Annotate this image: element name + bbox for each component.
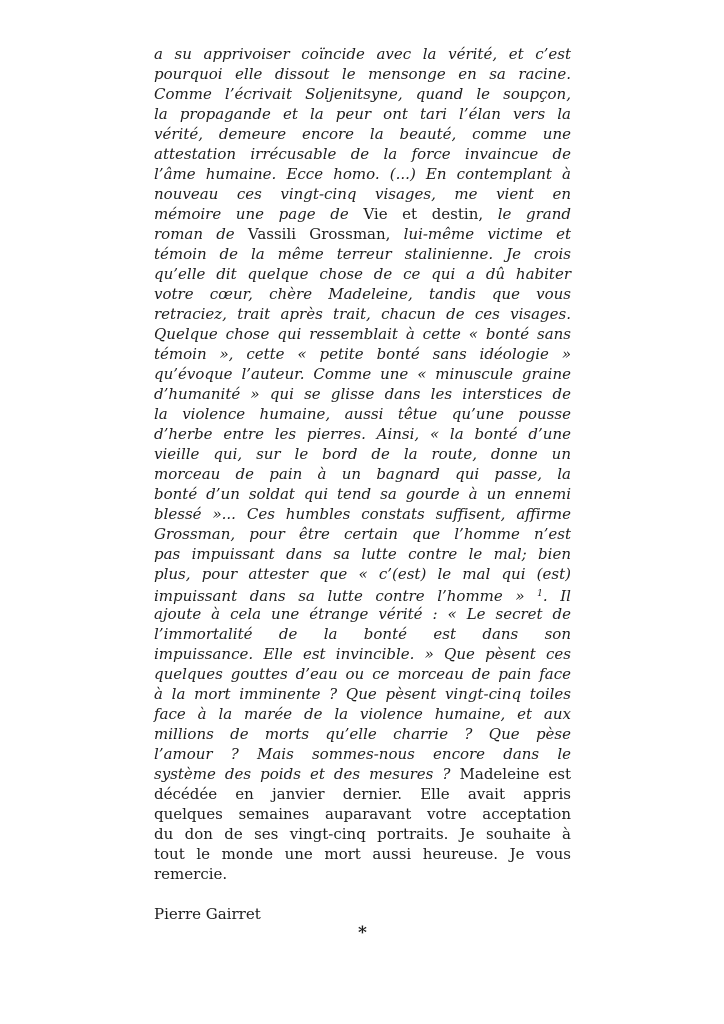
text-segment: témoin », cette « petite bonté sans idéologie » [154,345,571,363]
text-segment: pourquoi elle dissout le mensonge en sa racine. [154,65,571,83]
text-segment: d’herbe entre les pierres. Ainsi, « la bonté d’une [154,425,571,443]
text-line [154,304,571,324]
text-segment: nouveau ces vingt-cinq visages, me vient en [154,185,571,203]
text-line [154,284,571,304]
text-line [154,464,571,484]
text-line [154,584,571,604]
text-line [154,524,571,544]
text-line [154,784,571,804]
text-line [154,64,571,84]
text-segment: qu’elle dit quelque chose de ce qui a dû habiter [154,265,571,283]
text-line [154,424,571,444]
text-line [154,344,571,364]
text-line [154,804,571,824]
text-line [154,624,571,644]
text-segment: plus, pour attester que « c’(est) le mal qui (est) [154,565,571,583]
text-line [154,764,571,784]
text-line [154,404,571,424]
text-segment: vieille qui, sur le bord de la route, donne un [154,445,571,463]
text-segment: morceau de pain à un bagnard qui passe, la [154,465,571,483]
text-segment: témoin de la même terreur stalinienne. Je crois [154,245,571,263]
text-line [154,564,571,584]
text-line [154,544,571,564]
text-segment: décédée en janvier dernier. Elle avait appris [154,785,571,803]
text-segment: ajoute à cela une étrange vérité : « Le secret de [154,605,571,623]
text-line [154,704,571,724]
text-segment: face à la marée de la violence humaine, et aux [154,705,571,723]
page-text [154,44,571,884]
text-segment: l’amour ? Mais sommes-nous encore dans le [154,745,571,763]
text-segment: à la mort imminente ? Que pèsent vingt-cinq toiles [154,685,571,703]
text-line [154,44,571,64]
text-segment: blessé »... Ces humbles constats suffisent, affirme [154,505,571,523]
text-line [154,744,571,764]
text-line [154,164,571,184]
text-segment: d’humanité » qui se glisse dans les interstices de [154,385,571,403]
text-line [154,84,571,104]
text-segment: vérité, demeure encore la beauté, comme une [154,125,571,143]
footnote-reference: 1 [537,589,543,599]
text-line [154,224,571,244]
text-segment: impuissant dans sa lutte contre l’homme » [154,587,538,605]
text-segment: qu’évoque l’auteur. Comme une « minuscule graine [154,365,571,383]
text-line [154,664,571,684]
text-segment: quelques semaines auparavant votre acceptation [154,805,571,823]
text-segment: l’immortalité de la bonté est dans son [154,625,571,643]
text-segment: a su apprivoiser coïncide avec la vérité, et c’est [154,45,571,63]
text-segment: votre cœur, chère Madeleine, tandis que vous [154,285,571,303]
text-line [154,124,571,144]
text-segment: la violence humaine, aussi têtue qu’une pousse [154,405,571,423]
text-line [154,324,571,344]
text-line [154,144,571,164]
text-segment: lui-même victime et [403,225,571,243]
text-segment: pas impuissant dans sa lutte contre le mal; bien [154,545,571,563]
text-segment: retraciez, trait après trait, chacun de ces visages. [154,305,571,323]
text-segment: la propagande et la peur ont tari l’élan vers la [154,105,571,123]
text-line [154,864,571,884]
text-segment: attestation irrécusable de la force invaincue de [154,145,571,163]
text-line [154,264,571,284]
text-line [154,824,571,844]
text-line [154,204,571,224]
text-segment: Vassili Grossman, [247,225,404,243]
text-line [154,504,571,524]
text-segment: roman de [154,225,248,243]
text-line [154,724,571,744]
text-line [154,244,571,264]
text-segment: Vie et destin, [363,205,498,223]
text-line [154,844,571,864]
text-segment: l’âme humaine. Ecce homo. (...) En contemplant à [154,165,571,183]
text-line [154,364,571,384]
text-line [154,604,571,624]
text-segment: mémoire une page de [154,205,364,223]
text-segment: Madeleine est [459,765,571,783]
text-line [154,444,571,464]
asterisk-separator: * [358,923,367,943]
text-segment: Comme l’écrivait Soljenitsyne, quand le soupçon, [154,85,571,103]
text-segment: impuissance. Elle est invincible. » Que pèsent ces [154,645,571,663]
text-segment: Quelque chose qui ressemblait à cette « bonté sans [154,325,571,343]
text-line [154,104,571,124]
text-segment: remercie. [154,865,228,883]
signature: Pierre Gairret [154,905,261,923]
text-segment: système des poids et des mesures ? [154,765,460,783]
text-line [154,484,571,504]
text-line [154,644,571,664]
text-segment: tout le monde une mort aussi heureuse. Je vous [154,845,571,863]
text-line [154,684,571,704]
text-segment: le grand [497,205,571,223]
text-segment: Grossman, pour être certain que l’homme n’est [154,525,571,543]
text-segment: quelques gouttes d’eau ou ce morceau de pain face [154,665,571,683]
text-segment: du don de ses vingt-cinq portraits. Je souhaite à [154,825,571,843]
text-segment: bonté d’un soldat qui tend sa gourde à un ennemi [154,485,571,503]
text-segment: . Il [542,587,571,605]
text-segment: millions de morts qu’elle charrie ? Que pèse [154,725,571,743]
text-line [154,384,571,404]
text-line [154,184,571,204]
